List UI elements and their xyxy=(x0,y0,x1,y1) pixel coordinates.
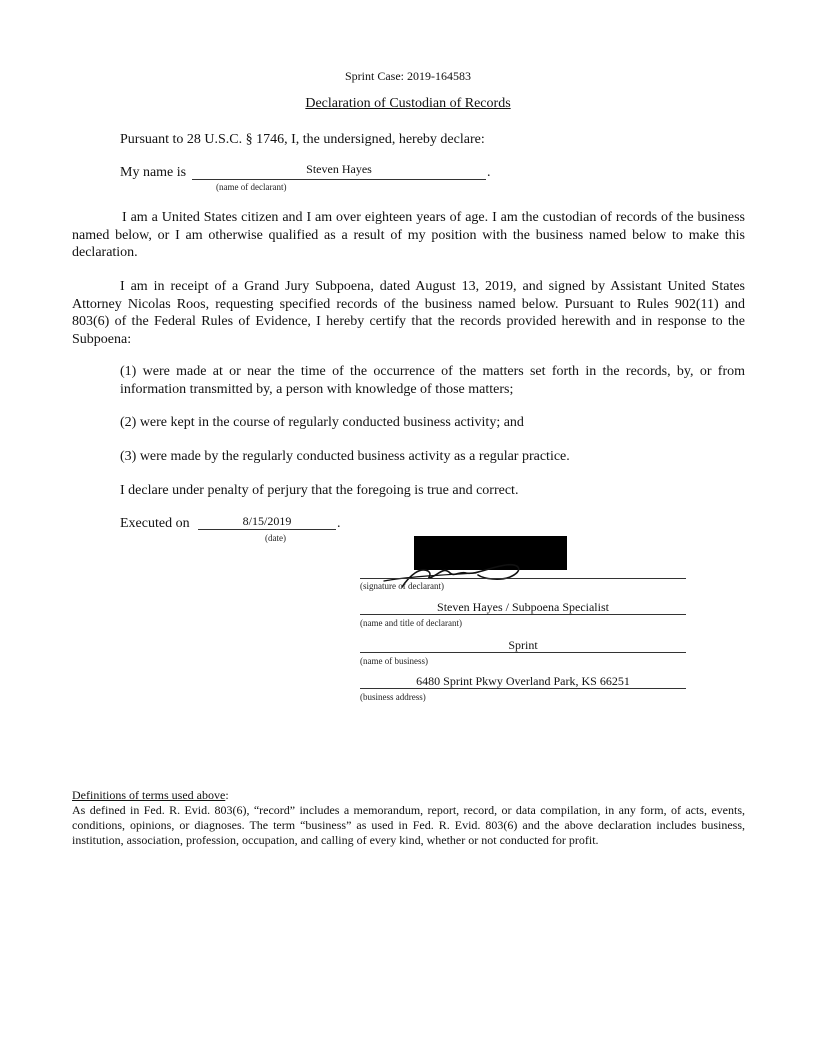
document-title-text: Declaration of Custodian of Records xyxy=(305,96,511,111)
name-suffix: . xyxy=(487,165,491,180)
address-caption: (business address) xyxy=(360,692,426,702)
name-prefix: My name is xyxy=(120,165,187,180)
certification-item-1: (1) were made at or near the time of the occurrence of the matters set forth in the records, by, or from information transmitted by, a person with knowledge of those matters; xyxy=(120,364,745,397)
certification-item-2: (2) were kept in the course of regularly conducted business activity; and xyxy=(120,415,524,430)
case-number: Sprint Case: 2019-164583 xyxy=(345,69,471,83)
definitions-heading-text: Definitions of terms used above xyxy=(72,788,226,802)
definitions-colon: : xyxy=(225,788,229,802)
subpoena-paragraph: I am in receipt of a Grand Jury Subpoena, dated August 13, 2019, and signed by Assistant United States Attorney Nicolas Roos, requesting specified records of the business named below. Pursuant to Rules 902(11) and 803(6) of the Federal Rules of Evidence, I hereby certify that the records provided herewith and in response to the Subpoena: xyxy=(72,279,745,347)
executed-date-value: 8/15/2019 xyxy=(242,514,292,528)
perjury-statement: I declare under penalty of perjury that the foregoing is true and correct. xyxy=(120,483,519,498)
name-title-caption: (name and title of declarant) xyxy=(360,618,462,628)
business-caption: (name of business) xyxy=(360,656,428,666)
signature-caption: (signature of declarant) xyxy=(360,581,444,591)
business-name-value: Sprint xyxy=(508,638,538,652)
definitions-body: As defined in Fed. R. Evid. 803(6), “record” includes a memorandum, report, record, or data compilation, in any form, of acts, events, conditions, opinions, or diagnoses. The term “business” as used in Fed. R. Evid. 803(6) and the above declaration includes business, institution, association, profession, occupation, and calling of every kind, whether or not conducted for profit. xyxy=(72,803,745,848)
definitions-heading xyxy=(72,788,745,803)
executed-prefix: Executed on xyxy=(120,516,190,531)
citizen-paragraph: I am a United States citizen and I am over eighteen years of age. I am the custodian of records of the business named below, or I am otherwise qualified as a result of my position with the business named below to make this declaration. xyxy=(72,210,745,260)
business-address-value: 6480 Sprint Pkwy Overland Park, KS 66251 xyxy=(416,674,630,688)
date-caption: (date) xyxy=(265,533,286,543)
declarant-name-value: Steven Hayes xyxy=(306,162,372,176)
document-title xyxy=(0,96,816,112)
certification-item-3: (3) were made by the regularly conducted business activity as a regular practice. xyxy=(120,449,570,464)
name-title-value: Steven Hayes / Subpoena Specialist xyxy=(437,600,609,614)
name-caption: (name of declarant) xyxy=(216,182,287,192)
signature-line xyxy=(360,566,686,579)
executed-suffix: . xyxy=(337,516,341,531)
intro-statement: Pursuant to 28 U.S.C. § 1746, I, the undersigned, hereby declare: xyxy=(120,132,485,147)
